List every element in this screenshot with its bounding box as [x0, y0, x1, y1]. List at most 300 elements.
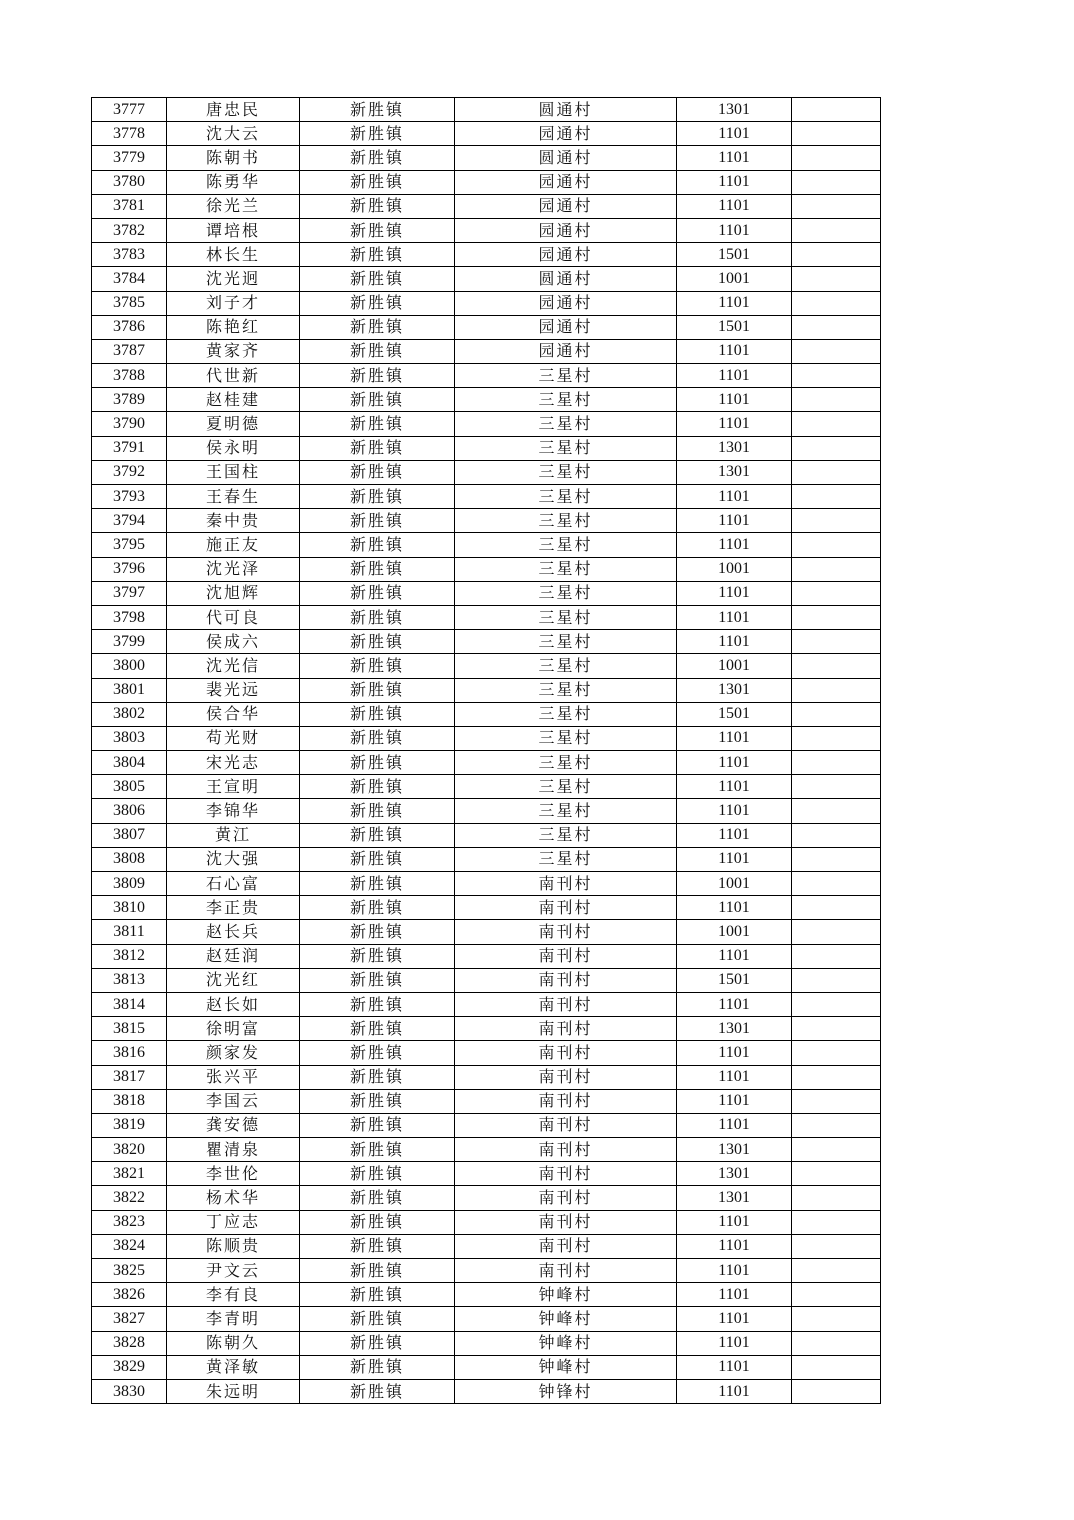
town-name: 新胜镇	[300, 146, 455, 170]
town-name: 新胜镇	[300, 509, 455, 533]
person-name: 黄江	[167, 823, 300, 847]
person-name: 陈顺贵	[167, 1234, 300, 1258]
person-name: 夏明德	[167, 412, 300, 436]
table-row	[92, 751, 881, 775]
town-name: 新胜镇	[300, 872, 455, 896]
person-name: 赵长如	[167, 992, 300, 1016]
code-value: 1101	[677, 823, 792, 847]
village-name: 三星村	[455, 654, 677, 678]
table-row	[92, 726, 881, 750]
person-name: 沈大云	[167, 122, 300, 146]
town-name: 新胜镇	[300, 1041, 455, 1065]
town-name: 新胜镇	[300, 1017, 455, 1041]
note-cell	[792, 1162, 881, 1186]
row-number: 3785	[92, 291, 167, 315]
note-cell	[792, 1210, 881, 1234]
note-cell	[792, 146, 881, 170]
village-name: 南刊村	[455, 1065, 677, 1089]
person-name: 徐光兰	[167, 194, 300, 218]
code-value: 1101	[677, 1065, 792, 1089]
village-name: 三星村	[455, 388, 677, 412]
note-cell	[792, 557, 881, 581]
row-number: 3824	[92, 1234, 167, 1258]
table-row	[92, 1379, 881, 1403]
person-name: 唐忠民	[167, 98, 300, 122]
table-row	[92, 509, 881, 533]
person-name: 谭培根	[167, 218, 300, 242]
note-cell	[792, 1234, 881, 1258]
code-value: 1101	[677, 122, 792, 146]
code-value: 1001	[677, 872, 792, 896]
code-value: 1001	[677, 920, 792, 944]
code-value: 1101	[677, 485, 792, 509]
person-name: 陈勇华	[167, 170, 300, 194]
person-name: 李锦华	[167, 799, 300, 823]
code-value: 1101	[677, 218, 792, 242]
table-row	[92, 1259, 881, 1283]
code-value: 1101	[677, 944, 792, 968]
code-value: 1301	[677, 1162, 792, 1186]
town-name: 新胜镇	[300, 1138, 455, 1162]
person-name: 杨术华	[167, 1186, 300, 1210]
note-cell	[792, 1041, 881, 1065]
person-name: 宋光志	[167, 751, 300, 775]
town-name: 新胜镇	[300, 1186, 455, 1210]
row-number: 3789	[92, 388, 167, 412]
code-value: 1301	[677, 98, 792, 122]
note-cell	[792, 799, 881, 823]
note-cell	[792, 726, 881, 750]
village-name: 钟峰村	[455, 1355, 677, 1379]
note-cell	[792, 1138, 881, 1162]
code-value: 1001	[677, 654, 792, 678]
row-number: 3790	[92, 412, 167, 436]
village-name: 园通村	[455, 291, 677, 315]
note-cell	[792, 485, 881, 509]
town-name: 新胜镇	[300, 702, 455, 726]
row-number: 3780	[92, 170, 167, 194]
row-number: 3784	[92, 267, 167, 291]
town-name: 新胜镇	[300, 799, 455, 823]
person-name: 丁应志	[167, 1210, 300, 1234]
code-value: 1101	[677, 1331, 792, 1355]
village-name: 园通村	[455, 218, 677, 242]
row-number: 3807	[92, 823, 167, 847]
row-number: 3803	[92, 726, 167, 750]
table-row	[92, 364, 881, 388]
table-row	[92, 896, 881, 920]
town-name: 新胜镇	[300, 218, 455, 242]
note-cell	[792, 98, 881, 122]
person-name: 李青明	[167, 1307, 300, 1331]
village-name: 园通村	[455, 194, 677, 218]
code-value: 1101	[677, 799, 792, 823]
note-cell	[792, 436, 881, 460]
village-name: 钟峰村	[455, 1283, 677, 1307]
town-name: 新胜镇	[300, 436, 455, 460]
village-name: 三星村	[455, 751, 677, 775]
row-number: 3779	[92, 146, 167, 170]
table-row	[92, 388, 881, 412]
table-row	[92, 992, 881, 1016]
village-name: 圆通村	[455, 267, 677, 291]
code-value: 1001	[677, 267, 792, 291]
village-name: 三星村	[455, 581, 677, 605]
code-value: 1101	[677, 751, 792, 775]
code-value: 1101	[677, 170, 792, 194]
town-name: 新胜镇	[300, 992, 455, 1016]
person-name: 颜家发	[167, 1041, 300, 1065]
note-cell	[792, 872, 881, 896]
row-number: 3823	[92, 1210, 167, 1234]
code-value: 1101	[677, 1355, 792, 1379]
row-number: 3800	[92, 654, 167, 678]
village-name: 南刊村	[455, 1259, 677, 1283]
person-name: 沈光泽	[167, 557, 300, 581]
row-number: 3791	[92, 436, 167, 460]
code-value: 1301	[677, 1138, 792, 1162]
village-name: 三星村	[455, 509, 677, 533]
town-name: 新胜镇	[300, 339, 455, 363]
code-value: 1501	[677, 315, 792, 339]
person-name: 石心富	[167, 872, 300, 896]
roster-table	[91, 97, 881, 1404]
person-name: 龚安德	[167, 1113, 300, 1137]
table-row	[92, 581, 881, 605]
row-number: 3830	[92, 1379, 167, 1403]
roster-body	[92, 98, 881, 1404]
person-name: 张兴平	[167, 1065, 300, 1089]
town-name: 新胜镇	[300, 122, 455, 146]
table-row	[92, 267, 881, 291]
town-name: 新胜镇	[300, 630, 455, 654]
village-name: 园通村	[455, 170, 677, 194]
table-row	[92, 1162, 881, 1186]
village-name: 南刊村	[455, 1017, 677, 1041]
village-name: 三星村	[455, 412, 677, 436]
row-number: 3804	[92, 751, 167, 775]
person-name: 苟光财	[167, 726, 300, 750]
code-value: 1101	[677, 847, 792, 871]
village-name: 三星村	[455, 460, 677, 484]
town-name: 新胜镇	[300, 654, 455, 678]
table-row	[92, 605, 881, 629]
row-number: 3810	[92, 896, 167, 920]
table-row	[92, 847, 881, 871]
row-number: 3812	[92, 944, 167, 968]
town-name: 新胜镇	[300, 1259, 455, 1283]
code-value: 1101	[677, 1307, 792, 1331]
code-value: 1101	[677, 1041, 792, 1065]
table-row	[92, 872, 881, 896]
town-name: 新胜镇	[300, 1283, 455, 1307]
code-value: 1101	[677, 291, 792, 315]
table-row	[92, 1065, 881, 1089]
town-name: 新胜镇	[300, 823, 455, 847]
town-name: 新胜镇	[300, 1379, 455, 1403]
village-name: 园通村	[455, 315, 677, 339]
table-row	[92, 799, 881, 823]
note-cell	[792, 1331, 881, 1355]
table-row	[92, 485, 881, 509]
note-cell	[792, 388, 881, 412]
row-number: 3798	[92, 605, 167, 629]
town-name: 新胜镇	[300, 557, 455, 581]
code-value: 1101	[677, 896, 792, 920]
code-value: 1301	[677, 1186, 792, 1210]
note-cell	[792, 509, 881, 533]
code-value: 1301	[677, 1017, 792, 1041]
code-value: 1101	[677, 605, 792, 629]
person-name: 沈大强	[167, 847, 300, 871]
note-cell	[792, 315, 881, 339]
person-name: 李国云	[167, 1089, 300, 1113]
note-cell	[792, 1089, 881, 1113]
table-row	[92, 823, 881, 847]
town-name: 新胜镇	[300, 678, 455, 702]
note-cell	[792, 630, 881, 654]
note-cell	[792, 896, 881, 920]
table-row	[92, 1017, 881, 1041]
code-value: 1101	[677, 412, 792, 436]
village-name: 南刊村	[455, 1162, 677, 1186]
note-cell	[792, 291, 881, 315]
town-name: 新胜镇	[300, 1234, 455, 1258]
village-name: 圆通村	[455, 146, 677, 170]
village-name: 钟锋村	[455, 1379, 677, 1403]
person-name: 裴光远	[167, 678, 300, 702]
table-row	[92, 1234, 881, 1258]
table-row	[92, 1138, 881, 1162]
note-cell	[792, 412, 881, 436]
table-row	[92, 557, 881, 581]
town-name: 新胜镇	[300, 1162, 455, 1186]
note-cell	[792, 1017, 881, 1041]
code-value: 1101	[677, 1234, 792, 1258]
note-cell	[792, 170, 881, 194]
village-name: 南刊村	[455, 1113, 677, 1137]
town-name: 新胜镇	[300, 412, 455, 436]
town-name: 新胜镇	[300, 243, 455, 267]
table-row	[92, 146, 881, 170]
person-name: 李正贵	[167, 896, 300, 920]
note-cell	[792, 605, 881, 629]
village-name: 南刊村	[455, 1210, 677, 1234]
person-name: 侯合华	[167, 702, 300, 726]
table-row	[92, 654, 881, 678]
village-name: 南刊村	[455, 992, 677, 1016]
note-cell	[792, 1065, 881, 1089]
table-row	[92, 1089, 881, 1113]
code-value: 1101	[677, 1379, 792, 1403]
table-row	[92, 1210, 881, 1234]
person-name: 王国柱	[167, 460, 300, 484]
village-name: 园通村	[455, 339, 677, 363]
table-row	[92, 630, 881, 654]
row-number: 3787	[92, 339, 167, 363]
person-name: 侯成六	[167, 630, 300, 654]
code-value: 1101	[677, 364, 792, 388]
person-name: 沈光红	[167, 968, 300, 992]
row-number: 3809	[92, 872, 167, 896]
row-number: 3777	[92, 98, 167, 122]
town-name: 新胜镇	[300, 267, 455, 291]
village-name: 南刊村	[455, 872, 677, 896]
row-number: 3799	[92, 630, 167, 654]
code-value: 1001	[677, 557, 792, 581]
row-number: 3797	[92, 581, 167, 605]
table-row	[92, 218, 881, 242]
town-name: 新胜镇	[300, 291, 455, 315]
village-name: 南刊村	[455, 1138, 677, 1162]
person-name: 黄家齐	[167, 339, 300, 363]
village-name: 南刊村	[455, 968, 677, 992]
village-name: 三星村	[455, 630, 677, 654]
town-name: 新胜镇	[300, 460, 455, 484]
code-value: 1101	[677, 1089, 792, 1113]
town-name: 新胜镇	[300, 364, 455, 388]
row-number: 3783	[92, 243, 167, 267]
note-cell	[792, 1113, 881, 1137]
table-row	[92, 98, 881, 122]
table-row	[92, 702, 881, 726]
person-name: 尹文云	[167, 1259, 300, 1283]
note-cell	[792, 775, 881, 799]
person-name: 沈光信	[167, 654, 300, 678]
note-cell	[792, 339, 881, 363]
row-number: 3805	[92, 775, 167, 799]
table-row	[92, 920, 881, 944]
table-row	[92, 775, 881, 799]
code-value: 1301	[677, 678, 792, 702]
person-name: 沈光迥	[167, 267, 300, 291]
town-name: 新胜镇	[300, 581, 455, 605]
town-name: 新胜镇	[300, 944, 455, 968]
person-name: 陈朝久	[167, 1331, 300, 1355]
village-name: 园通村	[455, 122, 677, 146]
note-cell	[792, 533, 881, 557]
person-name: 秦中贵	[167, 509, 300, 533]
town-name: 新胜镇	[300, 388, 455, 412]
village-name: 三星村	[455, 799, 677, 823]
person-name: 沈旭辉	[167, 581, 300, 605]
town-name: 新胜镇	[300, 1307, 455, 1331]
town-name: 新胜镇	[300, 968, 455, 992]
table-row	[92, 291, 881, 315]
town-name: 新胜镇	[300, 751, 455, 775]
table-row	[92, 1041, 881, 1065]
village-name: 南刊村	[455, 896, 677, 920]
village-name: 园通村	[455, 243, 677, 267]
row-number: 3782	[92, 218, 167, 242]
table-row	[92, 436, 881, 460]
person-name: 陈朝书	[167, 146, 300, 170]
table-row	[92, 412, 881, 436]
code-value: 1101	[677, 992, 792, 1016]
code-value: 1101	[677, 194, 792, 218]
person-name: 赵长兵	[167, 920, 300, 944]
village-name: 三星村	[455, 485, 677, 509]
note-cell	[792, 194, 881, 218]
village-name: 三星村	[455, 726, 677, 750]
town-name: 新胜镇	[300, 896, 455, 920]
town-name: 新胜镇	[300, 1331, 455, 1355]
town-name: 新胜镇	[300, 726, 455, 750]
row-number: 3795	[92, 533, 167, 557]
row-number: 3808	[92, 847, 167, 871]
row-number: 3815	[92, 1017, 167, 1041]
note-cell	[792, 364, 881, 388]
town-name: 新胜镇	[300, 98, 455, 122]
note-cell	[792, 243, 881, 267]
row-number: 3826	[92, 1283, 167, 1307]
village-name: 圆通村	[455, 98, 677, 122]
village-name: 南刊村	[455, 1089, 677, 1113]
row-number: 3793	[92, 485, 167, 509]
table-row	[92, 315, 881, 339]
town-name: 新胜镇	[300, 485, 455, 509]
person-name: 林长生	[167, 243, 300, 267]
code-value: 1101	[677, 146, 792, 170]
table-row	[92, 944, 881, 968]
town-name: 新胜镇	[300, 775, 455, 799]
person-name: 刘子才	[167, 291, 300, 315]
table-row	[92, 170, 881, 194]
person-name: 王春生	[167, 485, 300, 509]
note-cell	[792, 460, 881, 484]
village-name: 三星村	[455, 775, 677, 799]
row-number: 3792	[92, 460, 167, 484]
row-number: 3811	[92, 920, 167, 944]
code-value: 1101	[677, 533, 792, 557]
village-name: 三星村	[455, 533, 677, 557]
person-name: 瞿清泉	[167, 1138, 300, 1162]
town-name: 新胜镇	[300, 1113, 455, 1137]
row-number: 3786	[92, 315, 167, 339]
row-number: 3788	[92, 364, 167, 388]
person-name: 徐明富	[167, 1017, 300, 1041]
code-value: 1101	[677, 726, 792, 750]
village-name: 三星村	[455, 823, 677, 847]
note-cell	[792, 968, 881, 992]
code-value: 1101	[677, 339, 792, 363]
code-value: 1101	[677, 1259, 792, 1283]
village-name: 三星村	[455, 702, 677, 726]
note-cell	[792, 218, 881, 242]
person-name: 陈艳红	[167, 315, 300, 339]
table-row	[92, 1355, 881, 1379]
table-row	[92, 1283, 881, 1307]
row-number: 3806	[92, 799, 167, 823]
town-name: 新胜镇	[300, 605, 455, 629]
note-cell	[792, 823, 881, 847]
code-value: 1101	[677, 1283, 792, 1307]
code-value: 1101	[677, 388, 792, 412]
village-name: 三星村	[455, 364, 677, 388]
table-row	[92, 460, 881, 484]
note-cell	[792, 1186, 881, 1210]
village-name: 三星村	[455, 605, 677, 629]
table-row	[92, 243, 881, 267]
row-number: 3778	[92, 122, 167, 146]
person-name: 赵廷润	[167, 944, 300, 968]
note-cell	[792, 1355, 881, 1379]
row-number: 3829	[92, 1355, 167, 1379]
row-number: 3828	[92, 1331, 167, 1355]
row-number: 3825	[92, 1259, 167, 1283]
note-cell	[792, 1259, 881, 1283]
row-number: 3801	[92, 678, 167, 702]
